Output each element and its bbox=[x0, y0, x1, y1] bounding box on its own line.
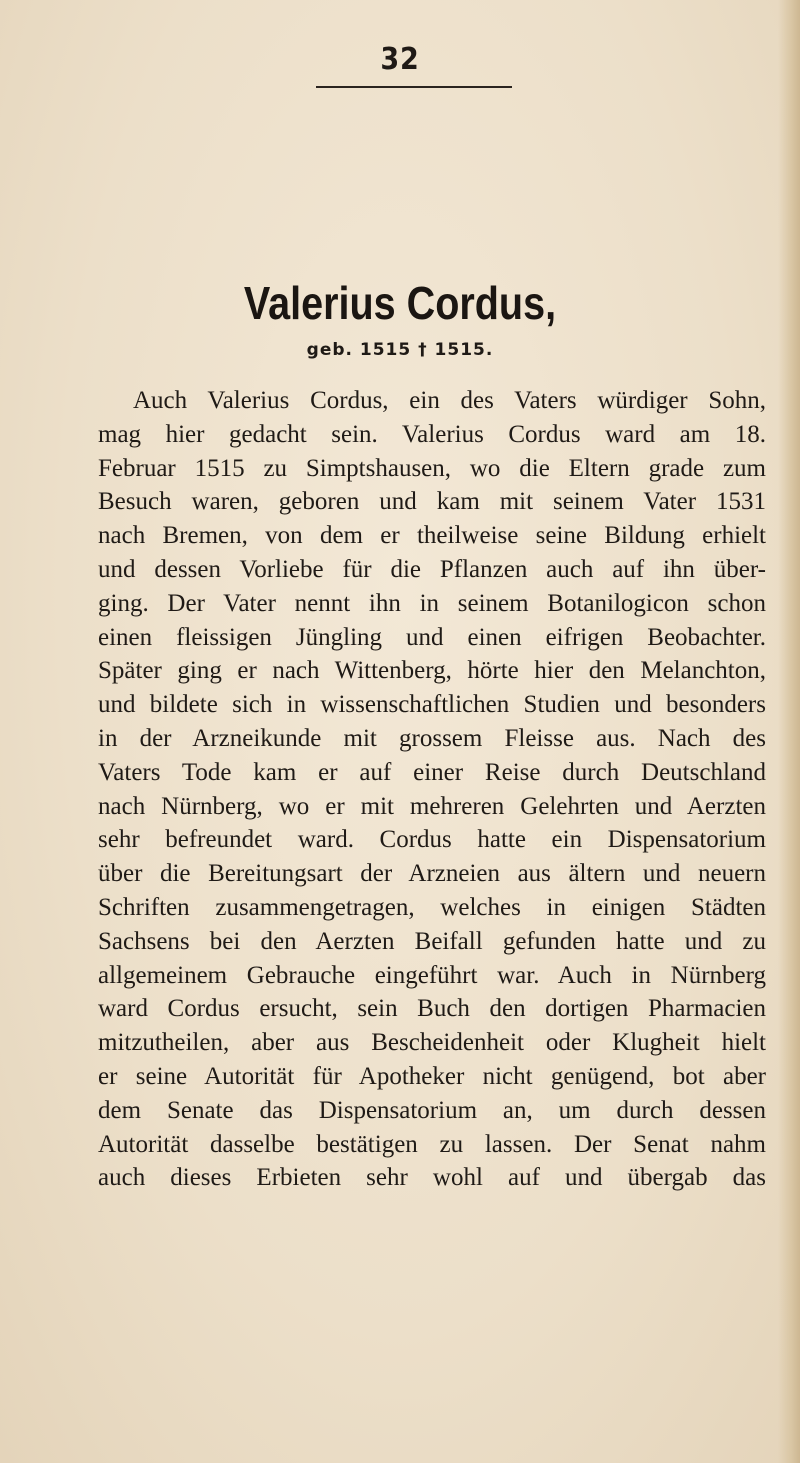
text-line: mitzutheilen, aber aus Bescheidenheit oder Klugheit hielt bbox=[98, 1029, 766, 1057]
text-line: in der Arzneikunde mit grossem Fleisse aus. Nach des bbox=[98, 724, 766, 752]
body-text bbox=[98, 384, 766, 1195]
text-line: Vaters Tode kam er auf einer Reise durch Deutschland bbox=[98, 758, 766, 786]
chapter-title: Valerius Cordus, bbox=[243, 277, 557, 329]
text-line: und bildete sich in wissenschaftlichen Studien und besonders bbox=[98, 691, 766, 719]
text-line: auch dieses Erbieten sehr wohl auf und übergab das bbox=[98, 1164, 766, 1192]
page-edge-shadow bbox=[778, 0, 800, 1463]
text-line: über die Bereitungsart der Arzneien aus ältern und neuern bbox=[98, 860, 766, 888]
text-line: dem Senate das Dispensatorium an, um durch dessen bbox=[98, 1096, 766, 1124]
text-line: Später ging er nach Wittenberg, hörte hier den Melanchton, bbox=[98, 657, 766, 685]
text-line: Auch Valerius Cordus, ein des Vaters würdiger Sohn, bbox=[133, 387, 766, 414]
text-line: ging. Der Vater nennt ihn in seinem Botanilogicon schon bbox=[98, 589, 766, 617]
text-line: mag hier gedacht sein. Valerius Cordus ward am 18. bbox=[98, 420, 766, 448]
text-line: ward Cordus ersucht, sein Buch den dortigen Pharmacien bbox=[98, 995, 766, 1023]
text-line: allgemeinem Gebrauche eingeführt war. Auch in Nürnberg bbox=[98, 961, 766, 989]
text-line: nach Bremen, von dem er theilweise seine Bildung erhielt bbox=[98, 522, 766, 550]
text-line: nach Nürnberg, wo er mit mehreren Gelehrten und Aerzten bbox=[98, 792, 766, 820]
page-number: 32 bbox=[380, 42, 420, 77]
text-line: Schriften zusammengetragen, welches in einigen Städten bbox=[98, 893, 766, 921]
text-line: sehr befreundet ward. Cordus hatte ein Dispensatorium bbox=[98, 826, 766, 854]
chapter-subtitle: geb. 1515 † 1515. bbox=[306, 340, 494, 360]
header-rule bbox=[316, 86, 512, 88]
text-line: einen fleissigen Jüngling und einen eifrigen Beobachter. bbox=[98, 623, 766, 651]
text-line: er seine Autorität für Apotheker nicht genügend, bot aber bbox=[98, 1062, 766, 1090]
text-line: Autorität dasselbe bestätigen zu lassen. Der Senat nahm bbox=[98, 1130, 766, 1158]
text-line: Februar 1515 zu Simptshausen, wo die Eltern grade zum bbox=[98, 454, 766, 482]
text-line: Besuch waren, geboren und kam mit seinem Vater 1531 bbox=[98, 488, 766, 516]
text-line: Sachsens bei den Aerzten Beifall gefunden hatte und zu bbox=[98, 927, 766, 955]
text-line: und dessen Vorliebe für die Pflanzen auch auf ihn über- bbox=[98, 555, 766, 583]
